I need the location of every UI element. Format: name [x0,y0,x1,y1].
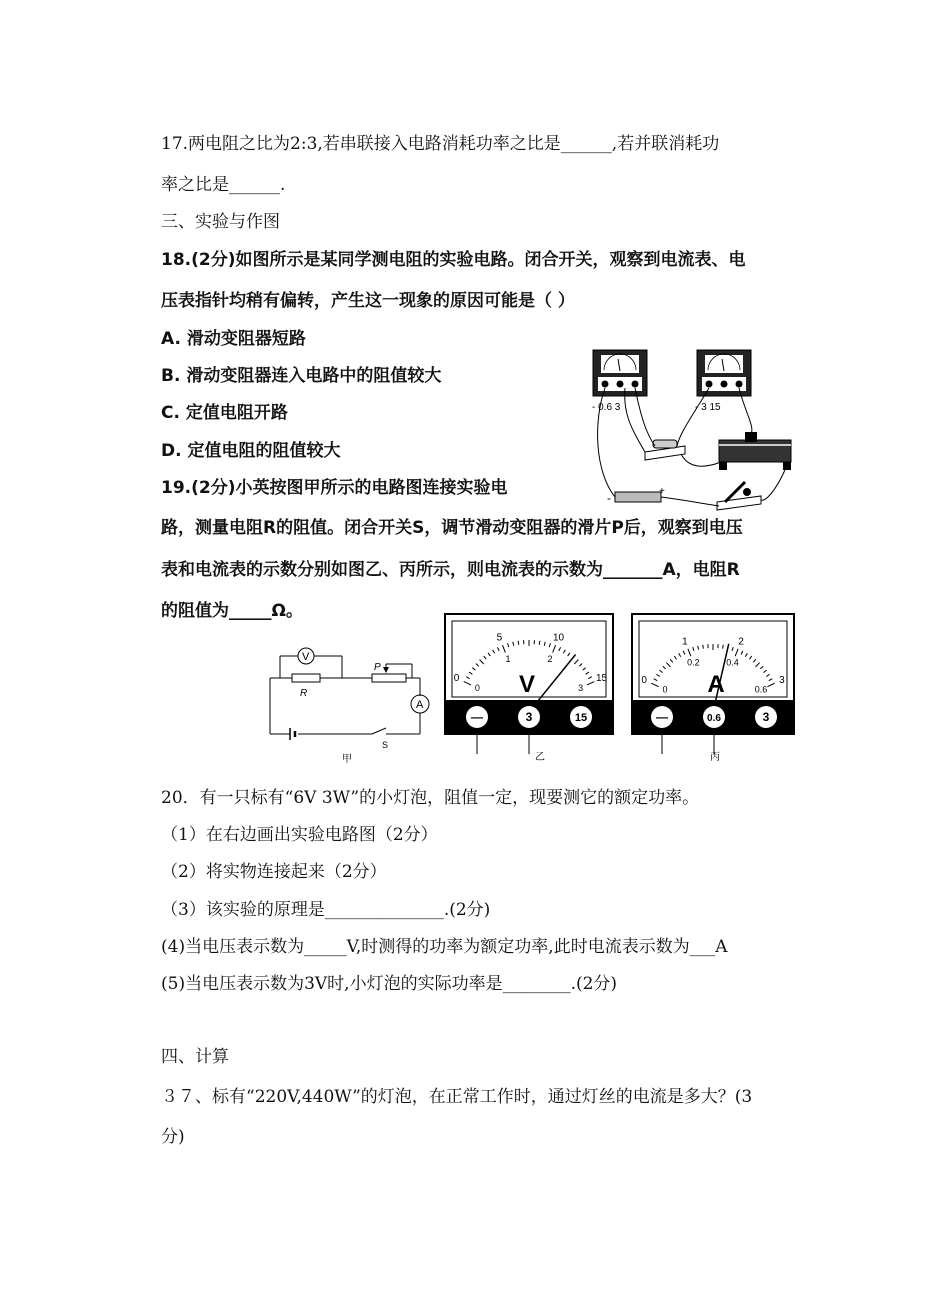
q19-circuit-diagram [262,640,442,770]
circuit-v-symbol: V [302,651,310,663]
q37-line-1: ３７、标有“220V,440W”的灯泡，在正常工作时，通过灯丝的电流是多大？(3 [161,1087,753,1107]
ammeter-big-label: A [707,671,725,698]
q19-voltmeter-figure [443,612,615,770]
vm-bottom-label-0: 0 [474,682,480,693]
ammeter-caption: 丙 [710,752,720,763]
circuit-caption: 甲 [342,754,352,765]
vm-top-label-3: 15 [595,673,608,685]
am-top-label-1: 1 [682,636,688,648]
q20-item-4: (4)当电压表示数为_____V,时测得的功率为额定功率,此时电流表示数为___A [161,937,728,957]
vm-bottom-label-2: 2 [547,654,553,665]
am-tick [703,645,704,649]
am-bottom-label-3: 0.6 [754,684,768,695]
vm-terminal-3: 3 [525,710,533,724]
q19-line-4: 的阻值为_____Ω。 [161,601,303,621]
q19-line-2: 路，测量电阻R的阻值。闭合开关S，调节滑动变阻器的滑片P后，观察到电压 [161,518,743,538]
q18-line-1: 18.(2分)如图所示是某同学测电阻的实验电路。闭合开关，观察到电流表、电 [161,250,746,270]
vm-bottom-label-1: 1 [505,654,511,665]
q17-line-1: 17.两电阻之比为2:3,若串联接入电路消耗功率之比是______,若并联消耗功 [161,134,720,154]
q18-option-b: B. 滑动变阻器连入电路中的阻值较大 [161,366,442,386]
am-top-label-2: 2 [738,636,744,648]
resistor-board [645,440,685,460]
circuit-r-label: R [300,688,308,699]
vm-top-label-2: 10 [552,632,565,644]
q20-item-1: （1）在右边画出实验电路图（2分） [161,825,438,845]
voltmeter-terminal-label: - 3 15 [695,402,721,413]
am-tick [723,645,724,649]
q37-line-2: 分) [161,1127,185,1147]
voltmeter-caption: 乙 [535,752,545,763]
vm-top-label-0: 0 [453,673,460,685]
voltmeter-device [695,350,751,413]
am-terminal-3: 3 [762,710,770,724]
circuit-a-symbol: A [416,699,424,711]
switch-device [717,482,761,510]
am-top-label-0: 0 [641,674,647,686]
q20-intro: 20．有一只标有“6V 3W”的小灯泡，阻值一定，现要测它的额定功率。 [161,788,700,808]
battery-device [607,486,665,505]
battery-plus-label: + [659,486,665,497]
q20-item-2: （2）将实物连接起来（2分） [161,862,387,882]
q19-line-1: 19.(2分)小英按图甲所示的电路图连接实验电 [161,478,508,498]
vm-tick [518,641,519,645]
vm-terminal-minus: — [471,710,483,724]
am-terminal-0-6: 0.6 [707,713,721,724]
rheostat-device [719,432,791,470]
q18-experiment-figure [585,342,795,518]
am-bottom-label-1: 0.2 [687,657,700,668]
vm-tick [539,641,540,645]
am-bottom-label-2: 0.4 [726,657,739,668]
section-3-title: 三、实验与作图 [161,212,280,232]
voltmeter-big-label: V [518,671,536,698]
ammeter-terminal-label: - 0.6 3 [592,402,621,413]
q17-line-2: 率之比是______. [161,175,286,195]
section-4-title: 四、计算 [161,1047,229,1067]
circuit-s-label: S [382,740,389,750]
q18-option-c: C. 定值电阻开路 [161,403,288,423]
am-bottom-label-0: 0 [662,684,668,695]
vm-bottom-label-3: 3 [578,682,584,693]
q19-line-3: 表和电流表的示数分别如图乙、丙所示，则电流表的示数为_______A，电阻R [161,560,740,580]
vm-top-label-1: 5 [496,632,503,644]
battery-minus-label: - [607,491,611,505]
circuit-p-label: P [374,662,381,673]
q20-item-5: (5)当电压表示数为3V时,小灯泡的实际功率是________.(2分) [161,974,618,994]
vm-terminal-15: 15 [574,712,588,724]
q19-ammeter-figure [630,612,796,770]
q18-line-2: 压表指针均稍有偏转，产生这一现象的原因可能是（ ） [161,291,575,311]
q18-option-d: D. 定值电阻的阻值较大 [161,441,341,461]
q20-item-3: （3）该实验的原理是______________.(2分) [161,900,491,920]
q18-option-a: A. 滑动变阻器短路 [161,329,306,349]
am-top-label-3: 3 [779,674,785,686]
am-terminal-minus: — [656,710,668,724]
